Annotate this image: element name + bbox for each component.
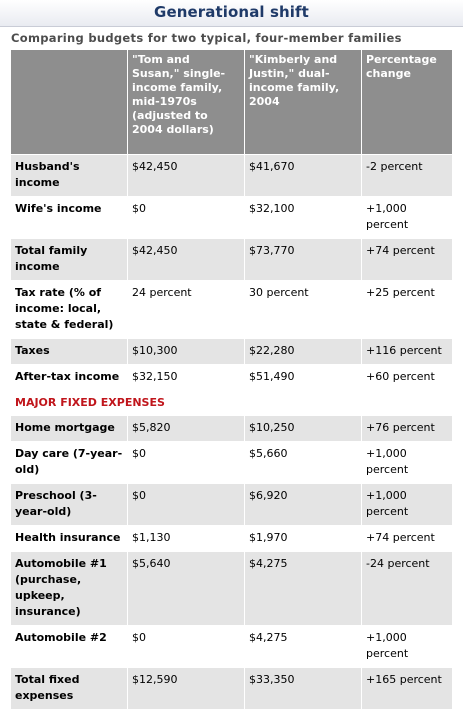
table-row (11, 551, 452, 625)
cell-2004: $22,280 (245, 338, 362, 364)
row-label: Health insurance (11, 525, 128, 551)
table-row (11, 338, 452, 364)
column-header-1970s-family: "Tom and Susan," single-income family, mid-1970s (adjusted to 2004 dollars) (128, 50, 245, 154)
cell-1970s: $0 (128, 483, 245, 525)
cell-2004: $32,100 (245, 196, 362, 238)
cell-2004: $51,490 (245, 364, 362, 390)
cell-change: +1,000 percent (362, 441, 452, 483)
cell-change: +60 percent (362, 364, 452, 390)
cell-1970s: $42,450 (128, 238, 245, 280)
table-row (11, 415, 452, 441)
cell-2004: $6,920 (245, 483, 362, 525)
budget-table (11, 50, 452, 709)
page-title: Generational shift (154, 3, 309, 21)
cell-2004: 30 percent (245, 280, 362, 338)
cell-1970s: $12,590 (128, 667, 245, 709)
cell-change: +74 percent (362, 525, 452, 551)
row-label: Home mortgage (11, 415, 128, 441)
cell-1970s: $0 (128, 196, 245, 238)
row-label: After-tax income (11, 364, 128, 390)
cell-1970s: $5,640 (128, 551, 245, 625)
cell-change: +76 percent (362, 415, 452, 441)
cell-change: +1,000 percent (362, 483, 452, 525)
column-header-percentage-change: Percentage change (362, 50, 452, 154)
title-bar (0, 0, 463, 27)
row-label: Preschool (3-year-old) (11, 483, 128, 525)
row-label: Husband's income (11, 154, 128, 196)
table-row (11, 280, 452, 338)
cell-change: -24 percent (362, 551, 452, 625)
column-header-label (11, 50, 128, 154)
row-label: Total family income (11, 238, 128, 280)
table-row (11, 667, 452, 709)
row-label: Total fixed expenses (11, 667, 128, 709)
table-row (11, 238, 452, 280)
cell-1970s: $42,450 (128, 154, 245, 196)
cell-change: +1,000 percent (362, 196, 452, 238)
cell-1970s: $1,130 (128, 525, 245, 551)
cell-1970s: $32,150 (128, 364, 245, 390)
cell-2004: $10,250 (245, 415, 362, 441)
cell-2004: $41,670 (245, 154, 362, 196)
cell-2004: $4,275 (245, 625, 362, 667)
cell-change: -2 percent (362, 154, 452, 196)
cell-1970s: $0 (128, 441, 245, 483)
subtitle: Comparing budgets for two typical, four-member families (11, 31, 402, 45)
cell-change: +74 percent (362, 238, 452, 280)
header-row (11, 50, 452, 154)
row-label: Automobile #1 (purchase, upkeep, insurance) (11, 551, 128, 625)
cell-2004: $33,350 (245, 667, 362, 709)
table-row (11, 625, 452, 667)
table-row (11, 154, 452, 196)
section-heading: MAJOR FIXED EXPENSES (11, 390, 452, 415)
table-row (11, 196, 452, 238)
cell-2004: $4,275 (245, 551, 362, 625)
table-row (11, 441, 452, 483)
cell-change: +1,000 percent (362, 625, 452, 667)
section-heading-row (11, 390, 452, 415)
cell-change: +25 percent (362, 280, 452, 338)
cell-2004: $73,770 (245, 238, 362, 280)
row-label: Day care (7-year-old) (11, 441, 128, 483)
cell-1970s: $0 (128, 625, 245, 667)
row-label: Tax rate (% of income: local, state & federal) (11, 280, 128, 338)
row-label: Taxes (11, 338, 128, 364)
table-row (11, 364, 452, 390)
cell-change: +165 percent (362, 667, 452, 709)
cell-1970s: $5,820 (128, 415, 245, 441)
table-row (11, 483, 452, 525)
cell-1970s: $10,300 (128, 338, 245, 364)
cell-1970s: 24 percent (128, 280, 245, 338)
cell-2004: $5,660 (245, 441, 362, 483)
cell-2004: $1,970 (245, 525, 362, 551)
row-label: Wife's income (11, 196, 128, 238)
column-header-2004-family: "Kimberly and Justin," dual-income family, 2004 (245, 50, 362, 154)
table-row (11, 525, 452, 551)
row-label: Automobile #2 (11, 625, 128, 667)
cell-change: +116 percent (362, 338, 452, 364)
